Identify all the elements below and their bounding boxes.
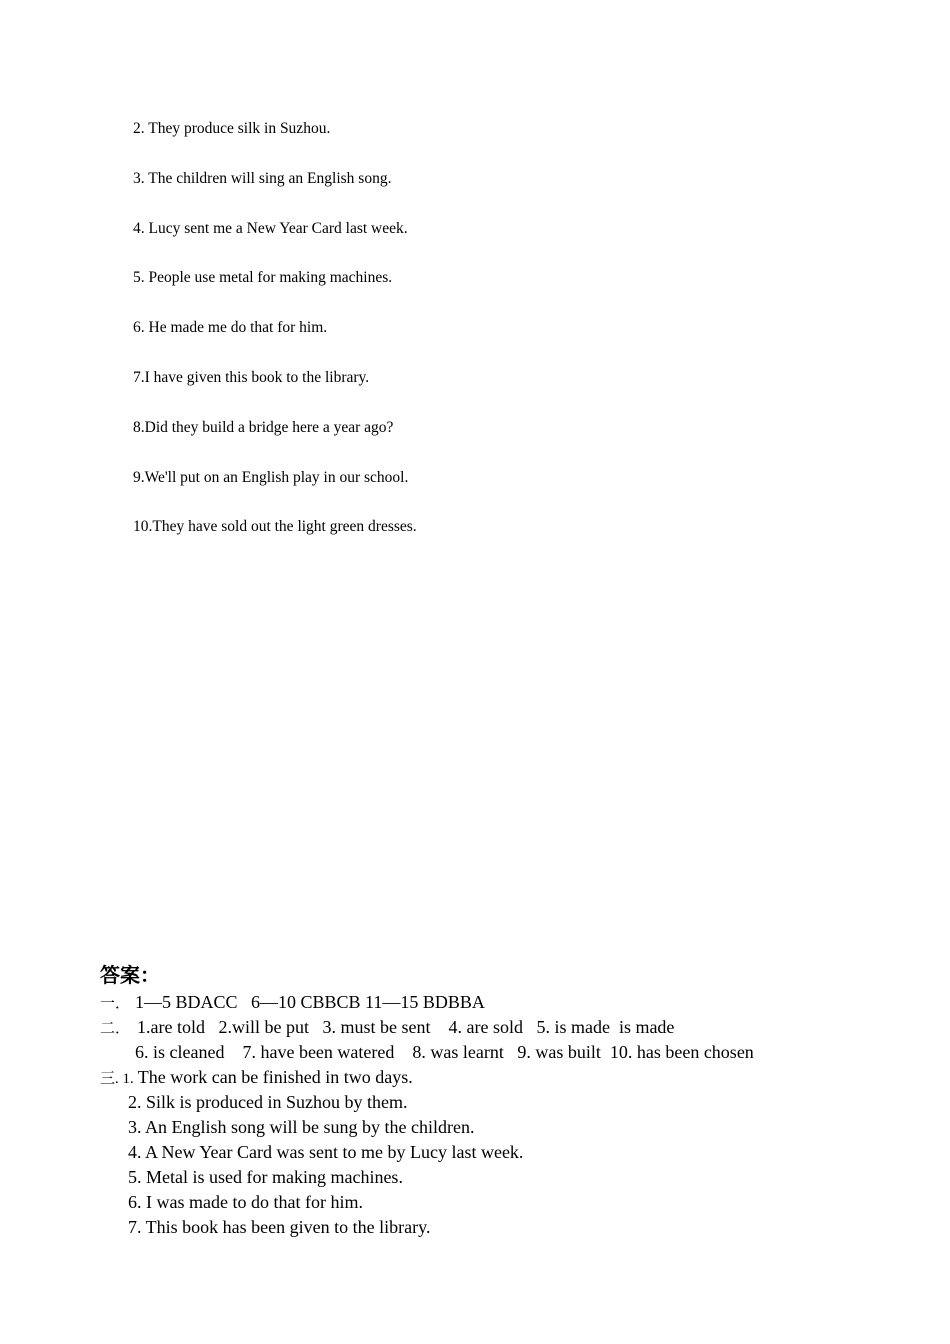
question-item: 10.They have sold out the light green dresses. xyxy=(133,518,417,536)
question-item: 3. The children will sing an English song. xyxy=(133,169,392,187)
answer-key xyxy=(100,962,920,1240)
question-item: 7.I have given this book to the library. xyxy=(133,368,370,386)
answer-text: 6. is cleaned 7. have been watered 8. was learnt 9. was built 10. has been chosen xyxy=(135,1042,754,1062)
answer-line: 3. An English song will be sung by the children. xyxy=(128,1117,475,1137)
answer-line: 2. Silk is produced in Suzhou by them. xyxy=(128,1092,408,1112)
question-item: 5. People use metal for making machines. xyxy=(133,269,393,287)
question-item: 6. He made me do that for him. xyxy=(133,319,328,337)
answer-line: 6. I was made to do that for him. xyxy=(128,1192,363,1212)
answer-line: 7. This book has been given to the library. xyxy=(128,1217,431,1237)
answer-text: 1—5 BDACC 6—10 CBBCB 11—15 BDBBA xyxy=(135,992,485,1012)
question-item: 2. They produce silk in Suzhou. xyxy=(133,120,331,137)
section-marker: 一． xyxy=(100,996,131,1012)
answer-part-3-line-1 xyxy=(100,1065,920,1090)
answer-text: 1.are told 2.will be put 3. must be sent 4. are sold 5. is made is made xyxy=(137,1017,675,1037)
question-item: 4. Lucy sent me a New Year Card last week. xyxy=(133,219,408,237)
question-item: 9.We'll put on an English play in our school. xyxy=(133,468,409,486)
answer-title: 答案： xyxy=(100,965,160,987)
question-item: 8.Did they build a bridge here a year ago? xyxy=(133,418,394,436)
answer-line: 5. Metal is used for making machines. xyxy=(128,1167,403,1187)
question-list xyxy=(133,119,417,567)
answer-part-2-line-2 xyxy=(100,1040,920,1065)
section-marker: 三. 1. xyxy=(100,1071,134,1087)
section-marker: 二． xyxy=(100,1021,131,1037)
answer-part-1 xyxy=(100,990,920,1015)
answer-text: The work can be finished in two days. xyxy=(137,1067,413,1087)
answer-part-2-line-1 xyxy=(100,1015,920,1040)
answer-line: 4. A New Year Card was sent to me by Lucy last week. xyxy=(128,1142,524,1162)
